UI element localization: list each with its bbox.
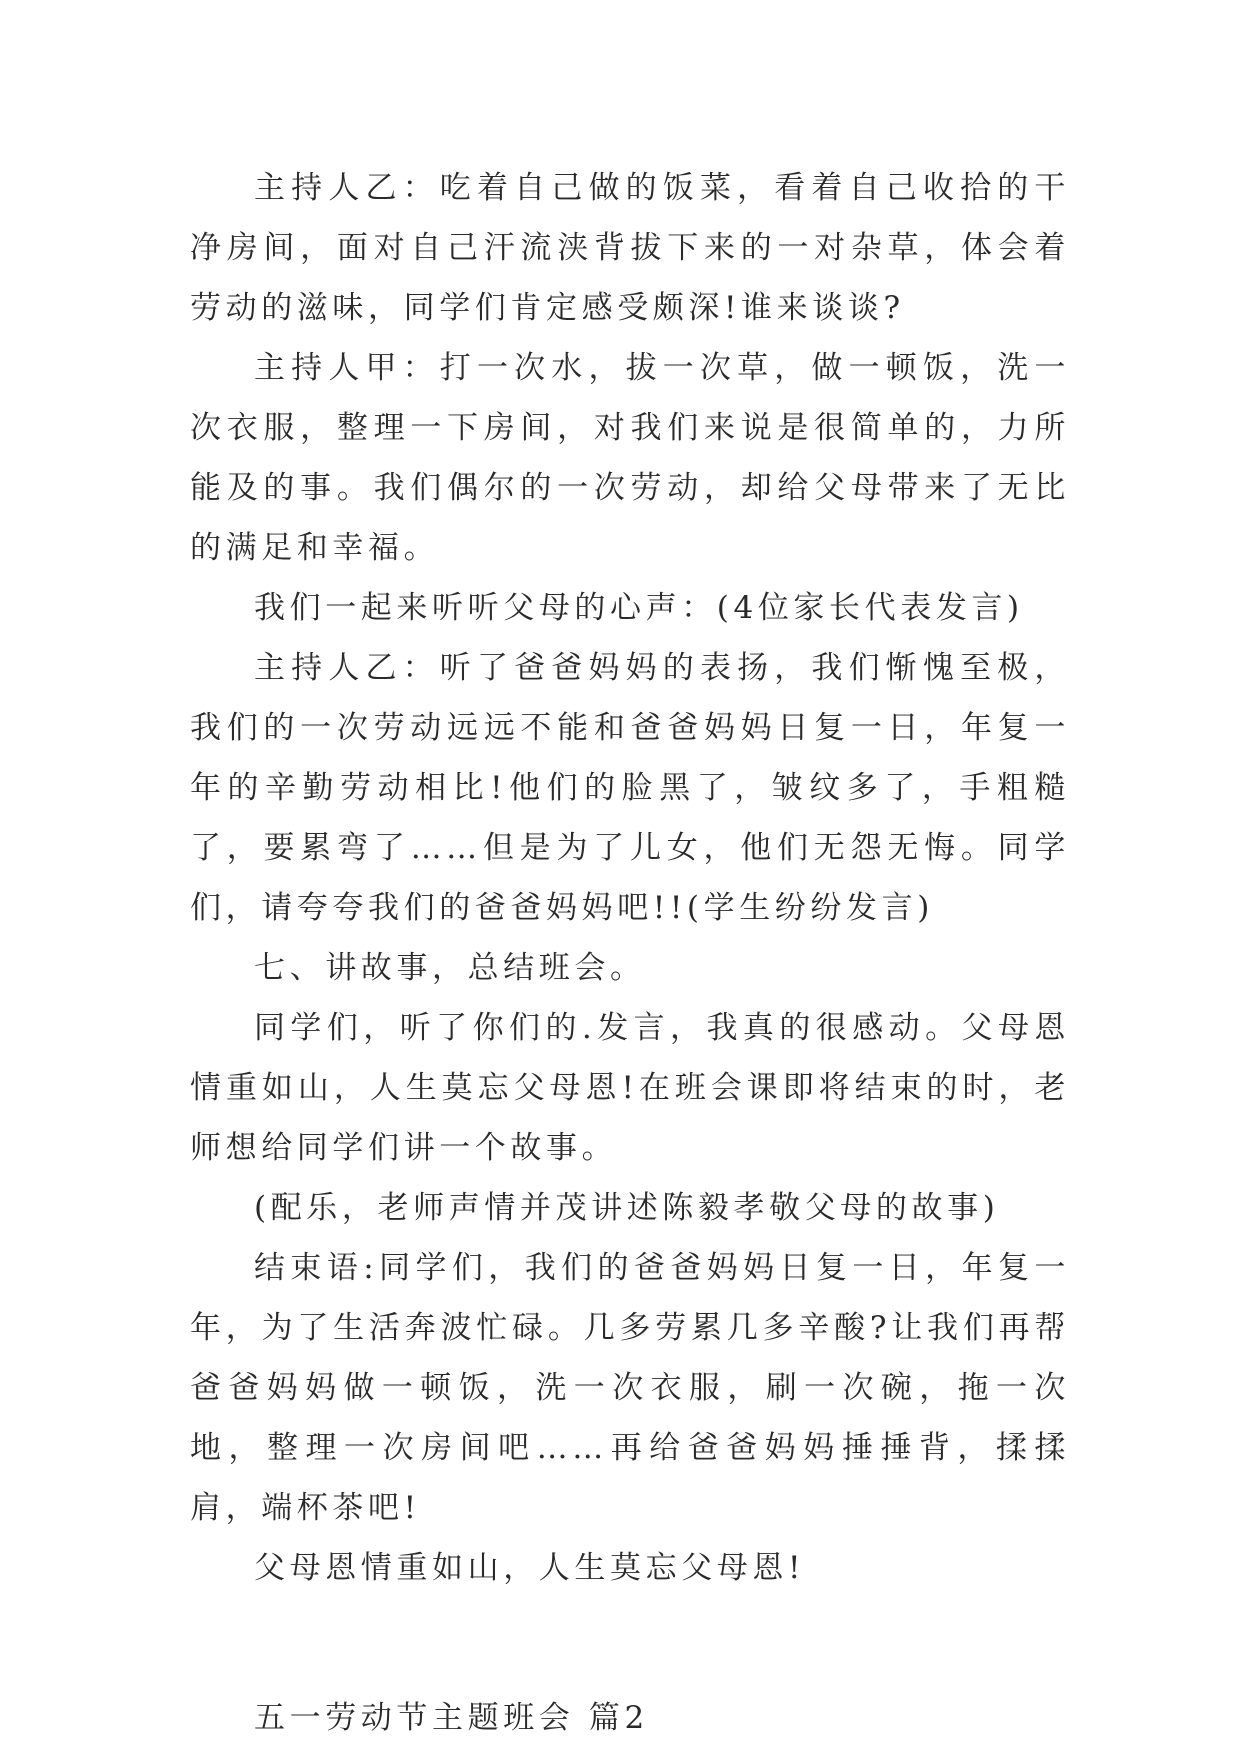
paragraph-teacher-story: 同学们，听了你们的.发言，我真的很感动。父母恩情重如山，人生莫忘父母恩!在班会课即将结束的时，老师想给同学们讲一个故事。 [190,1010,1070,1166]
document-body [190,158,1070,1748]
section-heading: 五一劳动节主题班会 篇2 [254,1700,649,1736]
paragraph-section-seven: 七、讲故事，总结班会。 [254,950,646,986]
paragraph-closing-remarks: 结束语:同学们，我们的爸爸妈妈日复一日，年复一年，为了生活奔波忙碌。几多劳累几多辛酸?让我们再帮爸爸妈妈做一顿饭，洗一次衣服，刷一次碗，拖一次地，整理一次房间吧……再给爸爸妈妈捶捶背，揉揉肩，端杯茶吧! [190,1250,1070,1526]
paragraph-music-story: (配乐，老师声情并茂讲述陈毅孝敬父母的故事) [254,1190,1000,1226]
paragraph-parents-voice: 我们一起来听听父母的心声：(4位家长代表发言) [254,590,1024,626]
paragraph-host-b-praise: 主持人乙：听了爸爸妈妈的表扬，我们惭愧至极，我们的一次劳动远远不能和爸爸妈妈日复一日，年复一年的辛勤劳动相比!他们的脸黑了，皱纹多了，手粗糙了，要累弯了……但是为了儿女，他们无怨无悔。同学们，请夸夸我们的爸爸妈妈吧!!(学生纷纷发言) [190,650,1070,926]
paragraph-closing-motto: 父母恩情重如山，人生莫忘父母恩! [254,1550,806,1586]
paragraph-host-a-labor: 主持人甲：打一次水，拔一次草，做一顿饭，洗一次衣服，整理一下房间，对我们来说是很简单的，力所能及的事。我们偶尔的一次劳动，却给父母带来了无比的满足和幸福。 [190,350,1070,566]
paragraph-host-b-reflection: 主持人乙：吃着自己做的饭菜，看着自己收拾的干净房间，面对自己汗流浃背拔下来的一对杂草，体会着劳动的滋味，同学们肯定感受颇深!谁来谈谈? [190,170,1070,326]
